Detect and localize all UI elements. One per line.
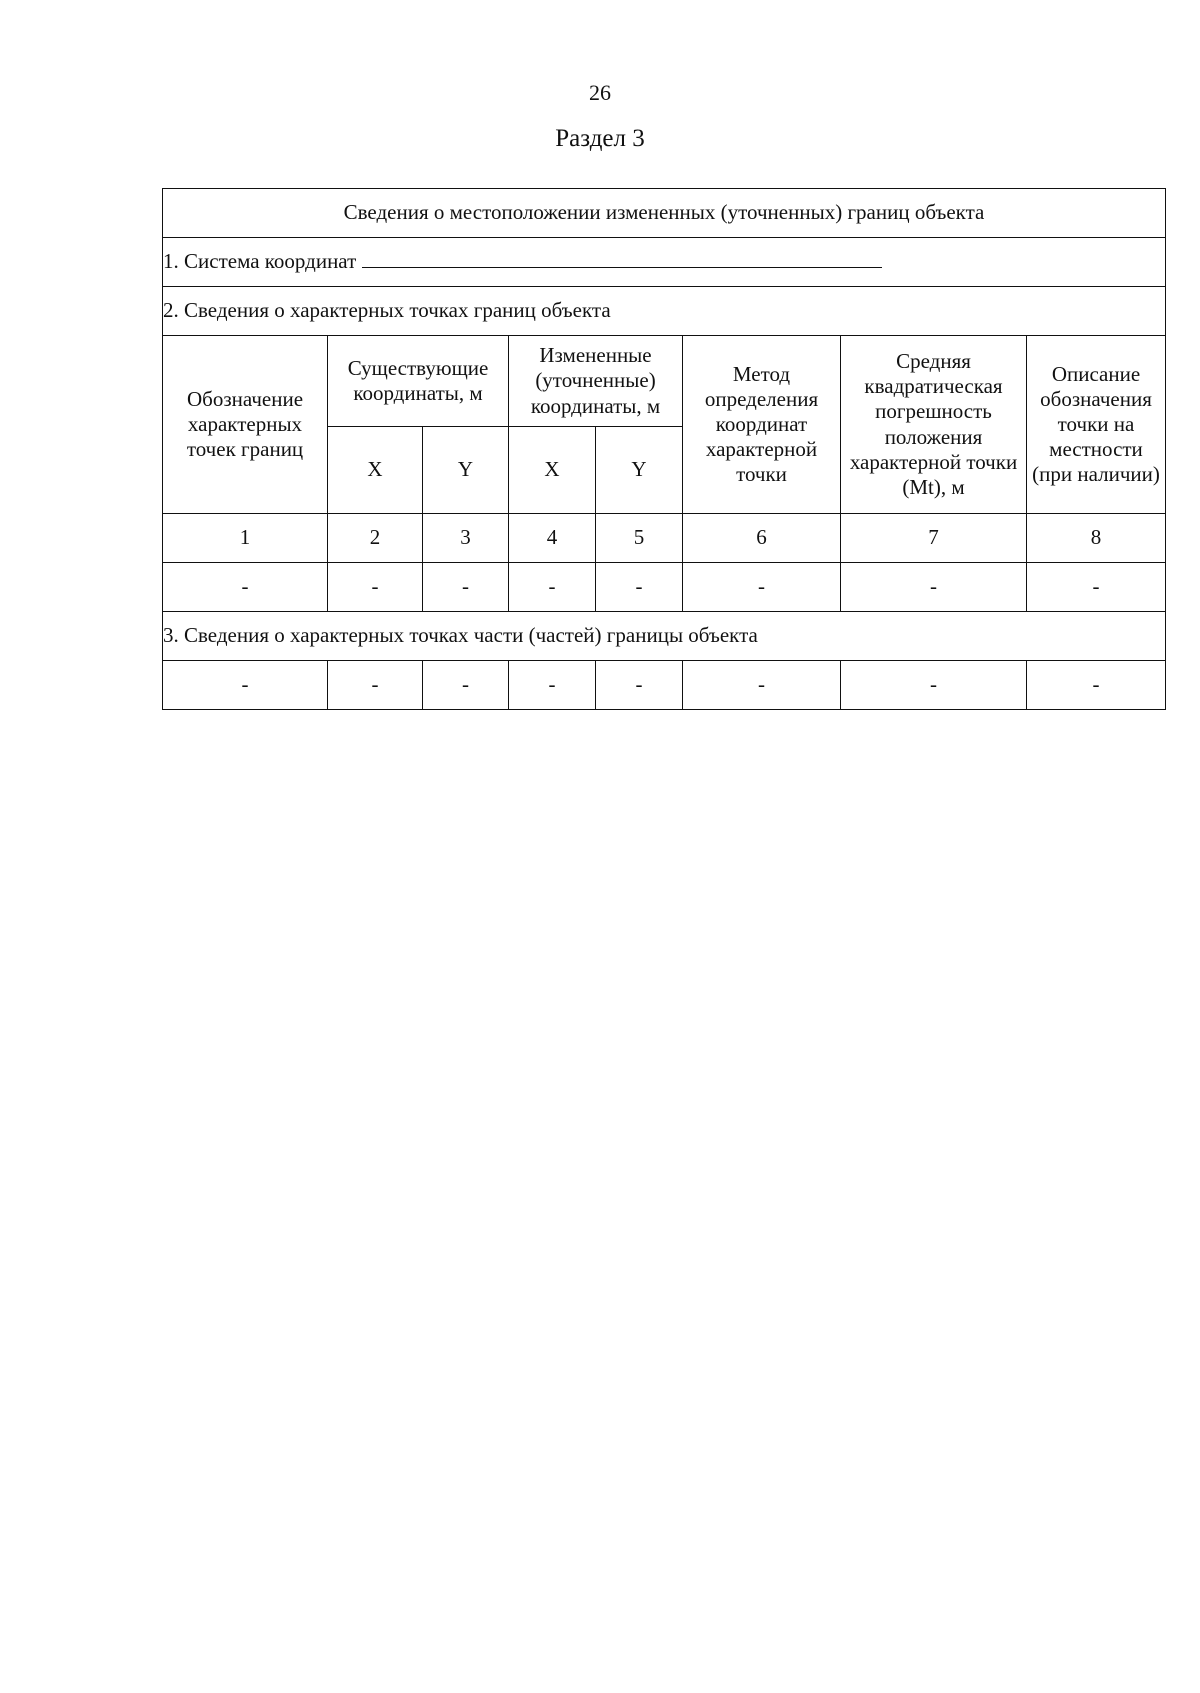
header-existing-coords: Существующие координаты, м <box>328 336 509 427</box>
table-row <box>163 661 1166 710</box>
column-number: 5 <box>596 514 683 563</box>
table-title-row <box>163 189 1166 238</box>
coordinate-system-blank <box>362 249 882 268</box>
table-cell: - <box>1027 661 1166 710</box>
header-description: Описание обозначения точки на местности (при наличии) <box>1027 336 1166 514</box>
table-cell: - <box>1027 563 1166 612</box>
header-x-existing: X <box>328 427 423 514</box>
table-cell: - <box>509 563 596 612</box>
column-number: 1 <box>163 514 328 563</box>
table-cell: - <box>596 661 683 710</box>
header-y-existing: Y <box>423 427 509 514</box>
table-cell: - <box>423 661 509 710</box>
table-cell: - <box>163 661 328 710</box>
header-row <box>163 336 1166 427</box>
table-cell: - <box>683 563 841 612</box>
column-number: 6 <box>683 514 841 563</box>
header-y-changed: Y <box>596 427 683 514</box>
header-x-changed: X <box>509 427 596 514</box>
column-number: 4 <box>509 514 596 563</box>
header-method: Метод определения координат характерной точки <box>683 336 841 514</box>
column-number: 8 <box>1027 514 1166 563</box>
table-cell: - <box>596 563 683 612</box>
column-number-row <box>163 514 1166 563</box>
table-cell: - <box>423 563 509 612</box>
header-changed-coords: Измененные (уточненные) координаты, м <box>509 336 683 427</box>
table-cell: - <box>841 661 1027 710</box>
table-cell: - <box>683 661 841 710</box>
column-number: 3 <box>423 514 509 563</box>
column-number: 7 <box>841 514 1027 563</box>
table-cell: - <box>841 563 1027 612</box>
table-title: Сведения о местоположении измененных (уточненных) границ объекта <box>163 189 1166 238</box>
part-section-label: 3. Сведения о характерных точках части (частей) границы объекта <box>163 612 1166 661</box>
header-error: Средняя квадратическая погрешность положения характерной точки (Mt), м <box>841 336 1027 514</box>
table-row <box>163 563 1166 612</box>
table-cell: - <box>509 661 596 710</box>
points-section-row <box>163 287 1166 336</box>
table-cell: - <box>328 661 423 710</box>
page-number: 26 <box>589 80 611 105</box>
header-designation: Обозначение характерных точек границ <box>163 336 328 514</box>
section-title: Раздел 3 <box>555 125 645 152</box>
coordinate-system-row <box>163 238 1166 287</box>
table-cell: - <box>328 563 423 612</box>
part-section-row <box>163 612 1166 661</box>
column-number: 2 <box>328 514 423 563</box>
coordinate-system-label: 1. Система координат <box>163 249 357 274</box>
boundary-table <box>162 188 1166 710</box>
points-section-label: 2. Сведения о характерных точках границ объекта <box>163 287 1166 336</box>
table-cell: - <box>163 563 328 612</box>
